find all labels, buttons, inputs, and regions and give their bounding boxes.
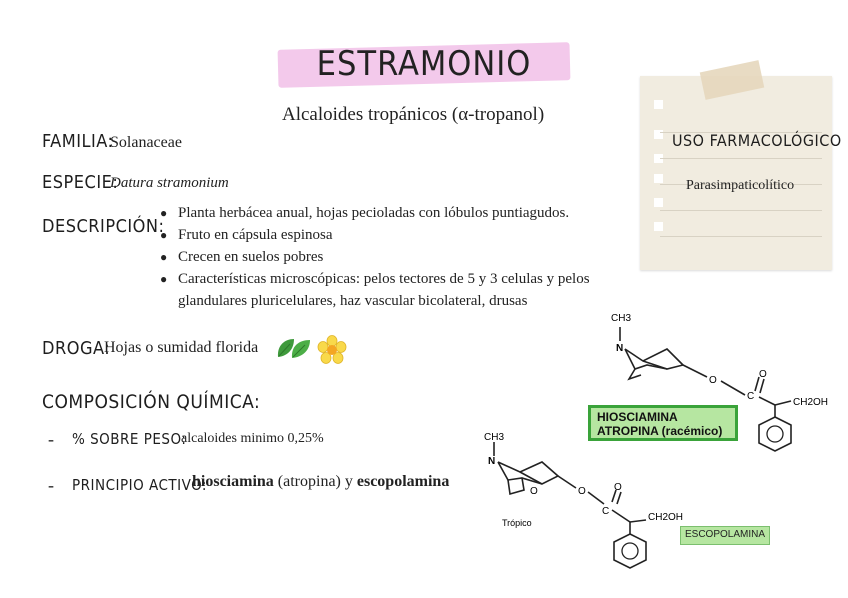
atropina-label: ATROPINA (racémico)	[597, 424, 723, 438]
n-label: N	[616, 343, 624, 354]
n-label: N	[488, 456, 496, 467]
o-label: O	[709, 375, 717, 386]
title-block	[278, 40, 570, 88]
o-label: O	[530, 486, 538, 497]
familia-value: Solanaceae	[110, 134, 182, 151]
ch2oh-label: CH2OH	[648, 512, 684, 523]
descripcion-label: DESCRIPCIÓN:	[42, 216, 165, 237]
descripcion-list	[160, 202, 630, 312]
composicion-label: COMPOSICIÓN QUÍMICA:	[42, 391, 261, 413]
o-label: O	[614, 482, 622, 493]
dash-bullet: -	[48, 475, 54, 495]
escopolamina-box: ESCOPOLAMINA	[680, 526, 770, 545]
leaves-icon	[275, 335, 313, 361]
page-title: ESTRAMONIO	[316, 44, 532, 84]
principio-activo-label: PRINCIPIO ACTIVO:	[72, 476, 207, 494]
c-label: C	[602, 506, 610, 517]
list-item: ● Características microscópicas: pelos tectores de 5 y 3 celulas y pelos glandulares pluricelulares, haz vascular bicolateral, drusas	[160, 268, 630, 312]
escopolamina-structure	[480, 428, 730, 594]
c-label: C	[747, 391, 755, 402]
sobre-peso-value: alcaloides minimo 0,25%	[181, 431, 324, 446]
principio-activo-value	[192, 473, 449, 491]
ch3-label: CH3	[484, 432, 505, 443]
dash-bullet: -	[48, 429, 54, 449]
o-label: O	[578, 486, 586, 497]
list-item: ● Planta herbácea anual, hojas pecioladas con lóbulos puntiagudos.	[160, 202, 630, 224]
hiosciamina-label: HIOSCIAMINA	[597, 410, 678, 424]
ch2oh-label: CH2OH	[793, 397, 829, 408]
hiosciamina-text: hiosciamina	[192, 473, 274, 490]
uso-value: Parasimpaticolítico	[686, 178, 795, 193]
atropina-text: (atropina) y	[277, 473, 353, 490]
list-item: ● Fruto en cápsula espinosa	[160, 224, 630, 246]
familia-label: FAMILIA:	[42, 131, 114, 152]
especie-value: Datura stramonium	[110, 175, 229, 191]
especie-label: ESPECIE:	[42, 172, 119, 193]
uso-title: USO FARMACOLÓGICO	[672, 131, 842, 150]
o-label: O	[759, 369, 767, 380]
tropico-label: Trópico	[502, 518, 532, 528]
uso-note-card	[640, 76, 832, 270]
subtitle: Alcaloides tropánicos (α-tropanol)	[282, 104, 545, 125]
droga-value: Hojas o sumidad florida	[104, 339, 259, 356]
droga-label: DROGA:	[42, 338, 111, 359]
list-item: ● Crecen en suelos pobres	[160, 246, 630, 268]
escopolamina-text: escopolamina	[356, 473, 450, 490]
sobre-peso-label: % SOBRE PESO:	[72, 430, 187, 448]
ch3-label: CH3	[611, 313, 632, 324]
flower-icon	[317, 335, 347, 365]
